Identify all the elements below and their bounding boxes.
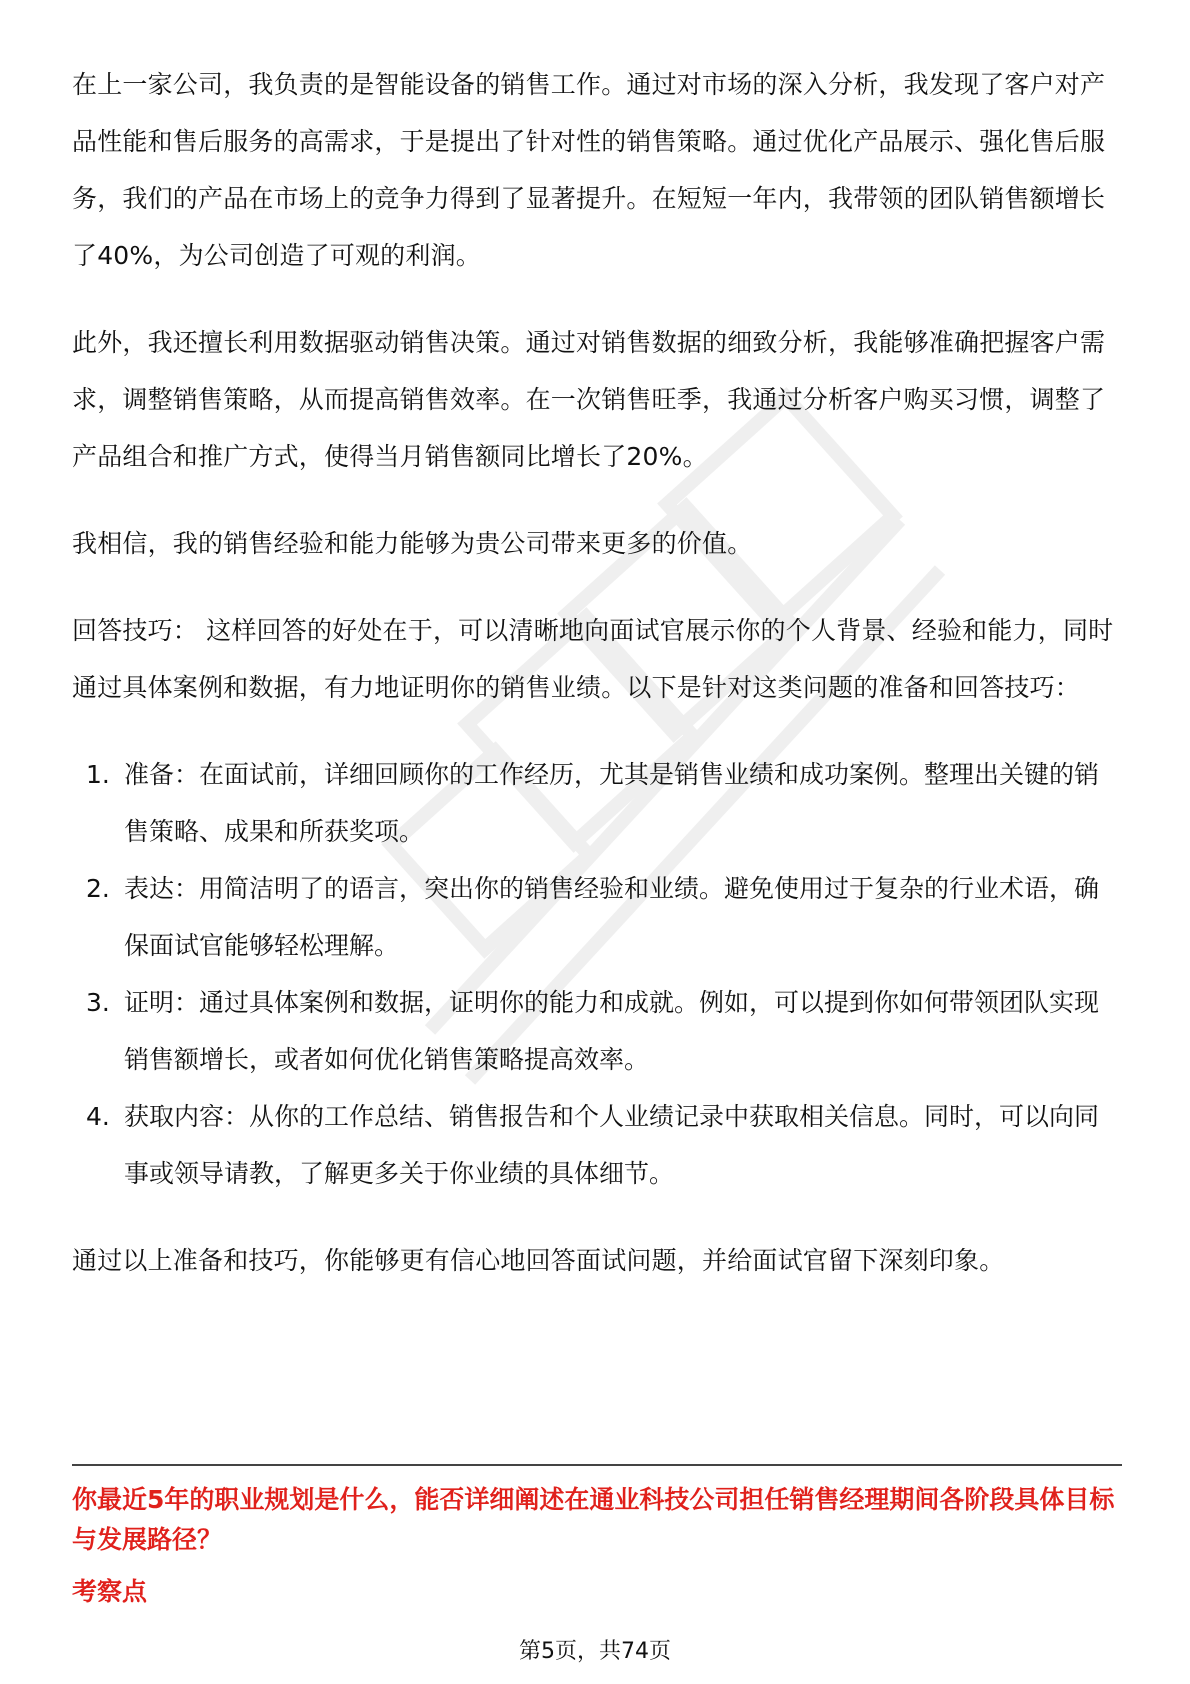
paragraph-experience: 在上一家公司，我负责的是智能设备的销售工作。通过对市场的深入分析，我发现了客户对产品性能和售后服务的高需求，于是提出了针对性的销售策略。通过优化产品展示、强化售后服务，我们的产品在市场上的竞争力得到了显著提升。在短短一年内，我带领的团队销售额增长了40%，为公司创造了可观的利润。 [72,70,1106,270]
list-item-number: 4. [86,1102,110,1131]
list-item-text: 表达：用简洁明了的语言，突出你的销售经验和业绩。避免使用过于复杂的行业术语，确保面试官能够轻松理解。 [124,874,1100,960]
list-item-number: 2. [86,874,110,903]
page-number: 第5页，共74页 [519,1639,671,1664]
list-item-number: 3. [86,988,110,1017]
list-item [72,860,1122,974]
question-title: 你最近5年的职业规划是什么，能否详细阐述在通业科技公司担任销售经理期间各阶段具体目标与发展路径？ [72,1485,1115,1554]
list-item-text: 证明：通过具体案例和数据，证明你的能力和成就。例如，可以提到你如何带领团队实现销售额增长，或者如何优化销售策略提高效率。 [124,988,1100,1074]
paragraph-data-driven: 此外，我还擅长利用数据驱动销售决策。通过对销售数据的细致分析，我能够准确把握客户需求，调整销售策略，从而提高销售效率。在一次销售旺季，我通过分析客户购买习惯，调整了产品组合和推广方式，使得当月销售额同比增长了20%。 [72,328,1106,471]
body-content [72,56,1122,1319]
paragraph-answer-tips: 回答技巧： 这样回答的好处在于，可以清晰地向面试官展示你的个人背景、经验和能力，同时通过具体案例和数据，有力地证明你的销售业绩。以下是针对这类问题的准备和回答技巧： [72,616,1114,702]
list-item [72,1088,1122,1202]
section-divider [72,1464,1122,1466]
paragraph-closing: 通过以上准备和技巧，你能够更有信心地回答面试问题，并给面试官留下深刻印象。 [72,1246,1005,1275]
paragraph-belief: 我相信，我的销售经验和能力能够为贵公司带来更多的价值。 [72,529,753,558]
list-item-text: 准备：在面试前，详细回顾你的工作经历，尤其是销售业绩和成功案例。整理出关键的销售策略、成果和所获奖项。 [124,760,1100,846]
list-item-text: 获取内容：从你的工作总结、销售报告和个人业绩记录中获取相关信息。同时，可以向同事或领导请教，了解更多关于你业绩的具体细节。 [124,1102,1100,1188]
list-item-number: 1. [86,760,110,789]
tips-list [72,746,1122,1202]
list-item [72,974,1122,1088]
list-item [72,746,1122,860]
question-subheading: 考察点 [72,1577,148,1606]
